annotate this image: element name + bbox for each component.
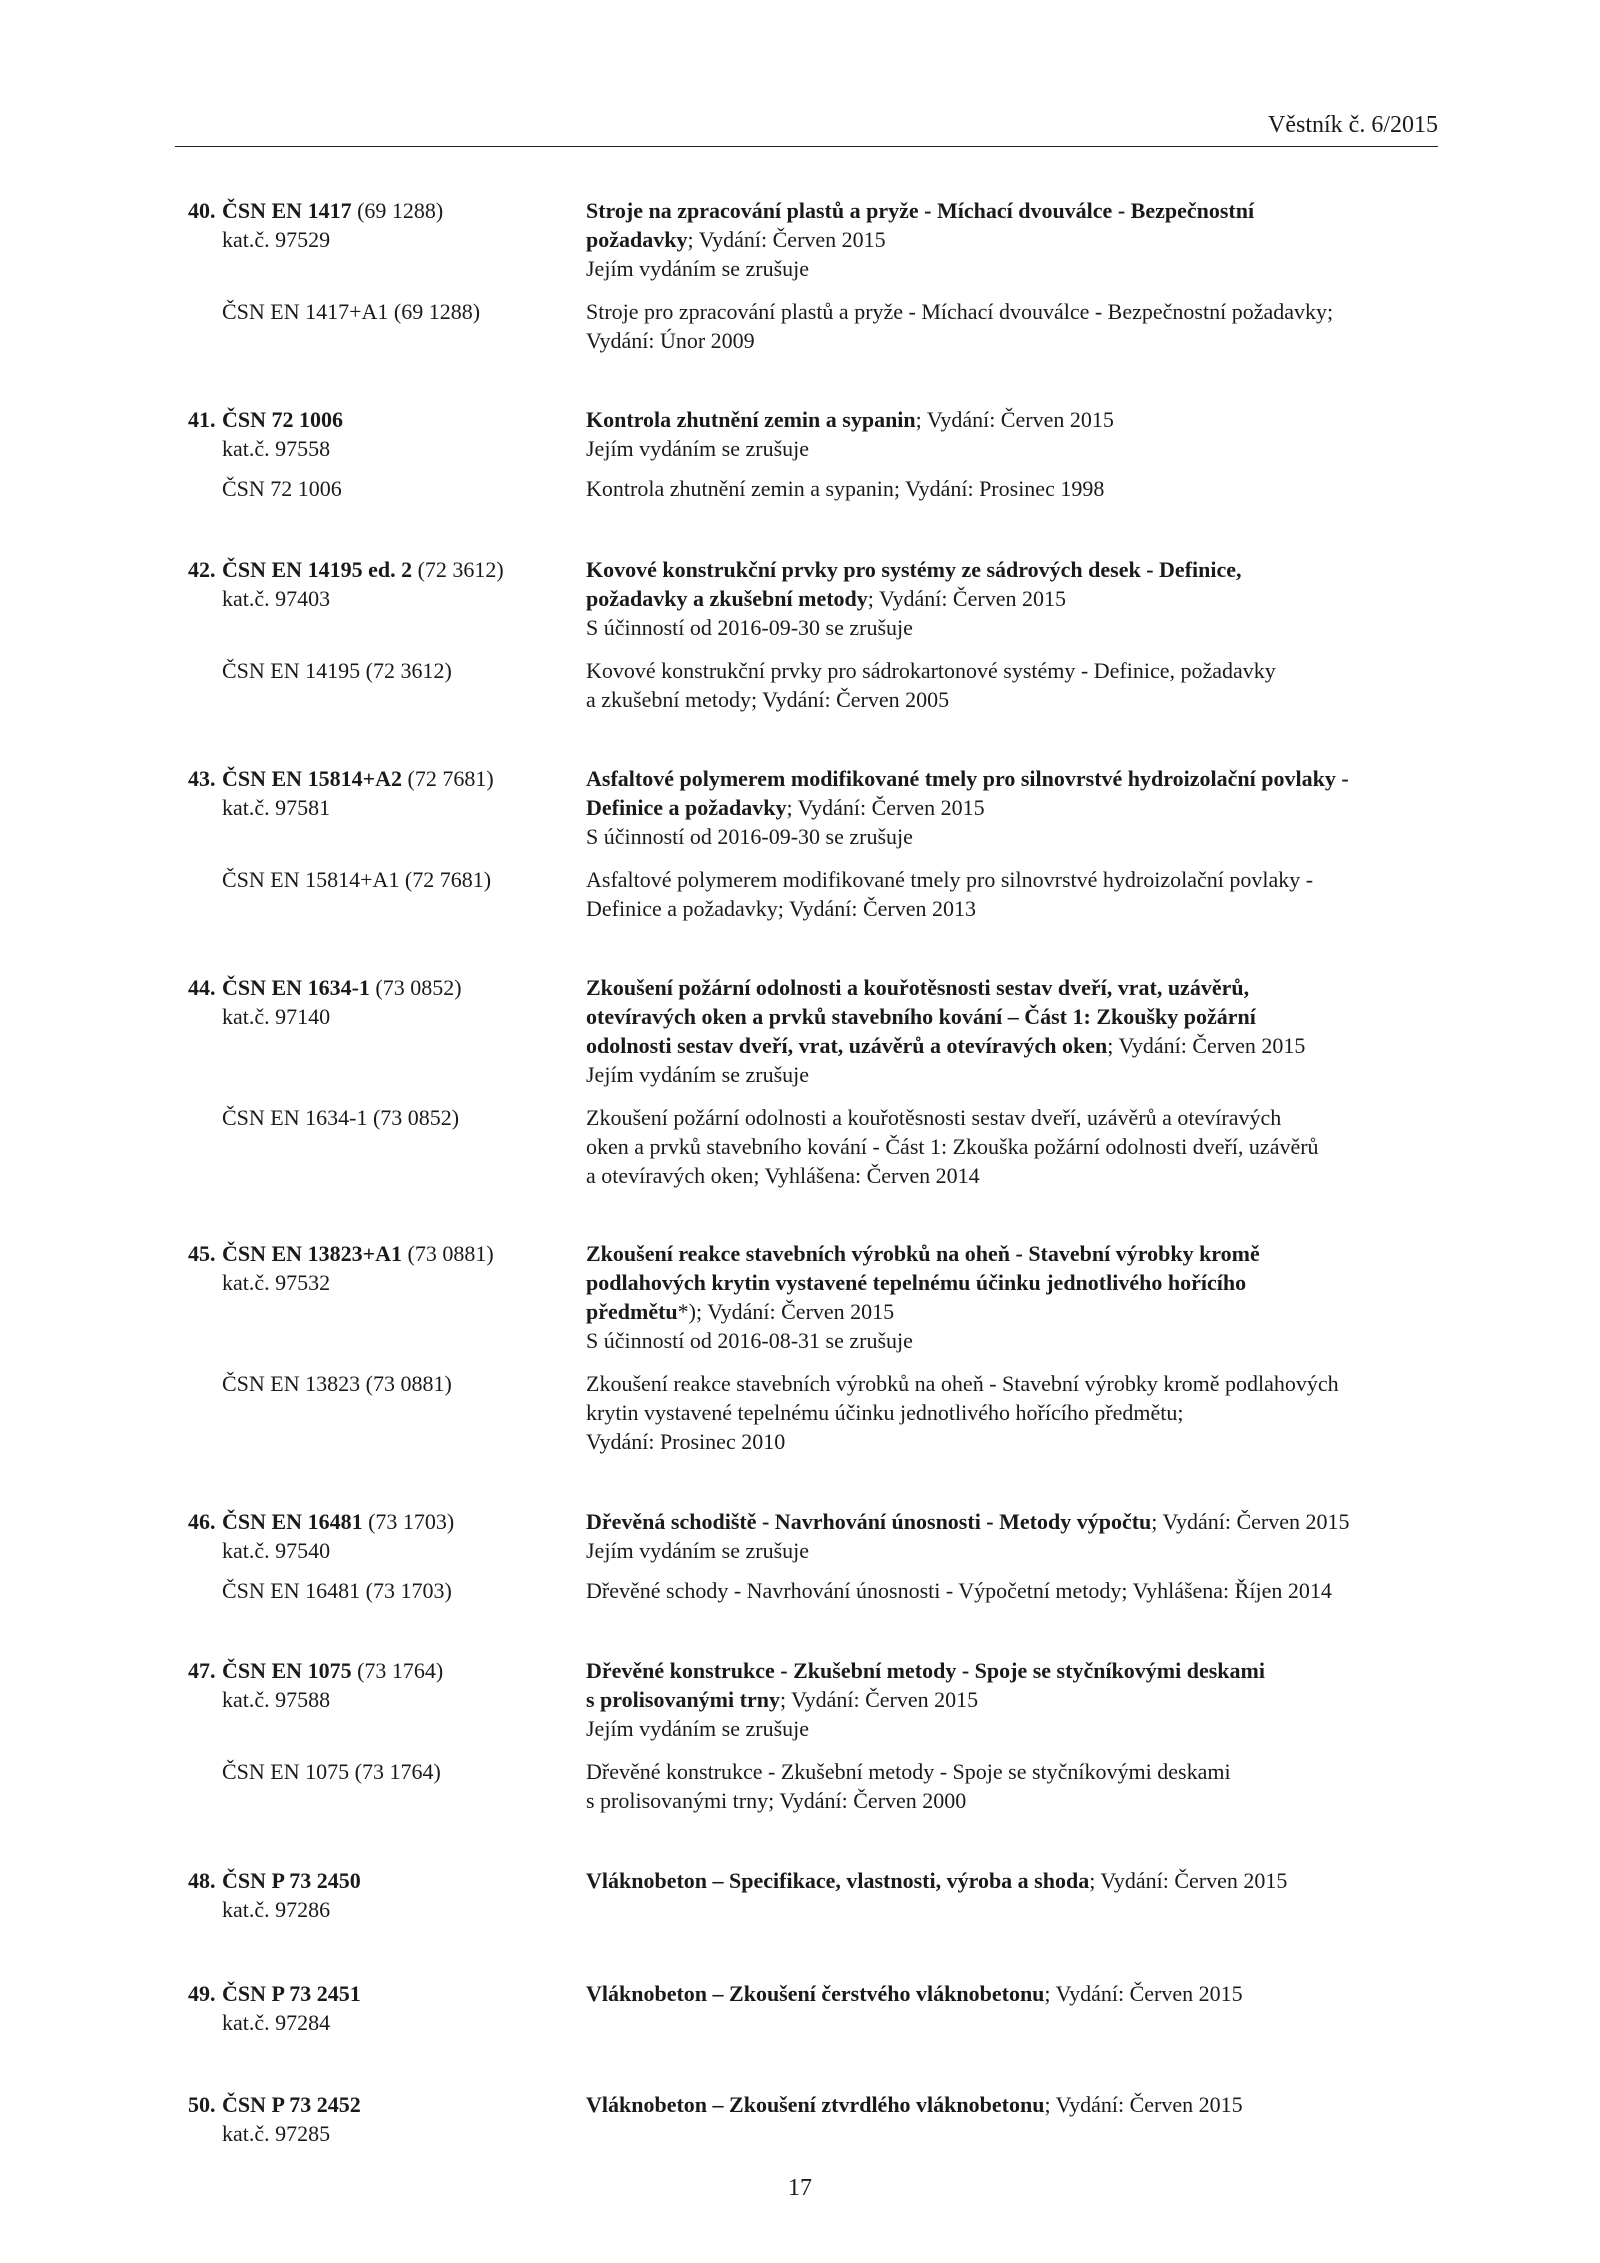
replaced-title-line: Vydání: Prosinec 2010 — [586, 1429, 786, 1454]
title-line: podlahových krytin vystavené tepelnému účinku jednotlivého hořícího — [586, 1270, 1247, 1295]
standard-title — [586, 1979, 1446, 2008]
catalog-number: kat.č. 97140 — [222, 1004, 331, 1029]
standard-title — [586, 973, 1446, 1089]
replacement-note: Jejím vydáním se zrušuje — [586, 1062, 810, 1087]
title-line: Zkoušení reakce stavebních výrobků na oheň - Stavební výrobky kromě — [586, 1241, 1260, 1266]
replacement-note: Jejím vydáním se zrušuje — [586, 1716, 810, 1741]
replacement-note: Jejím vydáním se zrušuje — [586, 436, 810, 461]
replaced-title-line: Kovové konstrukční prvky pro sádrokartonové systémy - Definice, požadavky — [586, 658, 1276, 683]
replaced-title-line: Dřevěné konstrukce - Zkušební metody - Spoje se styčníkovými deskami — [586, 1759, 1231, 1784]
class-code: (69 1288) — [351, 198, 444, 223]
title-line: Definice a požadavky — [586, 795, 787, 820]
issue-date: ; Vydání: Červen 2015 — [1151, 1509, 1350, 1534]
entry-number: 47. — [188, 1658, 216, 1683]
title-line: požadavky a zkušební metody — [586, 586, 868, 611]
standard-title — [586, 1656, 1446, 1743]
entry-number: 42. — [188, 557, 216, 582]
class-code: (72 7681) — [402, 766, 494, 791]
replaced-title-line: Zkoušení požární odolnosti a kouřotěsnosti sestav dveří, uzávěrů a otevíravých — [586, 1105, 1282, 1130]
standard-title — [586, 2090, 1446, 2119]
replaced-title-line: a zkušební metody; Vydání: Červen 2005 — [586, 687, 950, 712]
issue-date: ; Vydání: Červen 2015 — [915, 407, 1114, 432]
catalog-number: kat.č. 97558 — [222, 436, 331, 461]
replaced-title-line: Asfaltové polymerem modifikované tmely pro silnovrstvé hydroizolační povlaky - — [586, 867, 1314, 892]
replaced-title-line: krytin vystavené tepelnému účinku jednotlivého hořícího předmětu; — [586, 1400, 1184, 1425]
standard-code: ČSN P 73 2452 — [222, 2092, 361, 2117]
class-code: (73 1703) — [362, 1509, 455, 1534]
replaced-title-line: a otevíravých oken; Vyhlášena: Červen 2014 — [586, 1163, 980, 1188]
class-code: (73 0852) — [369, 975, 462, 1000]
title-line: Vláknobeton – Specifikace, vlastnosti, výroba a shoda — [586, 1868, 1090, 1893]
issue-date: ; Vydání: Červen 2015 — [1089, 1868, 1288, 1893]
replaced-standard: ČSN EN 14195 (72 3612) — [222, 658, 452, 683]
standard-code: ČSN EN 1634-1 — [222, 975, 370, 1000]
title-line: Zkoušení požární odolnosti a kouřotěsnosti sestav dveří, vrat, uzávěrů, — [586, 975, 1250, 1000]
replaced-title-line: Kontrola zhutnění zemin a sypanin; Vydání: Prosinec 1998 — [586, 476, 1105, 501]
replaced-title — [586, 1103, 1446, 1190]
title-line: Vláknobeton – Zkoušení ztvrdlého vláknobetonu — [586, 2092, 1045, 2117]
replaced-standard: ČSN EN 1075 (73 1764) — [222, 1759, 441, 1784]
journal-title: Věstník č. 6/2015 — [1268, 112, 1438, 138]
standard-title — [586, 405, 1446, 463]
replacement-note: Jejím vydáním se zrušuje — [586, 256, 810, 281]
title-line: Vláknobeton – Zkoušení čerstvého vláknobetonu — [586, 1981, 1045, 2006]
catalog-number: kat.č. 97532 — [222, 1270, 331, 1295]
entry-number: 43. — [188, 766, 216, 791]
entry-number: 50. — [188, 2092, 216, 2117]
title-line: odolnosti sestav dveří, vrat, uzávěrů a otevíravých oken — [586, 1033, 1108, 1058]
issue-date: *); Vydání: Červen 2015 — [677, 1299, 895, 1324]
title-line: otevíravých oken a prvků stavebního kování – Část 1: Zkoušky požární — [586, 1004, 1256, 1029]
standard-code: ČSN 72 1006 — [222, 407, 344, 432]
replaced-title — [586, 297, 1446, 355]
replaced-standard: ČSN EN 15814+A1 (72 7681) — [222, 867, 492, 892]
catalog-number: kat.č. 97540 — [222, 1538, 331, 1563]
title-line: Asfaltové polymerem modifikované tmely pro silnovrstvé hydroizolační povlaky - — [586, 766, 1349, 791]
replaced-title-line: s prolisovanými trny; Vydání: Červen 2000 — [586, 1788, 967, 1813]
issue-date: ; Vydání: Červen 2015 — [786, 795, 985, 820]
replaced-title-line: Zkoušení reakce stavebních výrobků na oheň - Stavební výrobky kromě podlahových — [586, 1371, 1339, 1396]
class-code: (72 3612) — [412, 557, 504, 582]
entry-number: 44. — [188, 975, 216, 1000]
standard-code: ČSN EN 14195 ed. 2 — [222, 557, 413, 582]
standard-code: ČSN P 73 2451 — [222, 1981, 361, 2006]
standard-code: ČSN P 73 2450 — [222, 1868, 361, 1893]
replaced-title-line: Stroje pro zpracování plastů a pryže - Míchací dvouválce - Bezpečnostní požadavky; — [586, 299, 1334, 324]
page-header — [175, 112, 1438, 147]
replaced-title — [586, 1369, 1446, 1456]
title-line: s prolisovanými trny — [586, 1687, 780, 1712]
catalog-number: kat.č. 97284 — [222, 2010, 331, 2035]
catalog-number: kat.č. 97403 — [222, 586, 331, 611]
replaced-standard: ČSN EN 1417+A1 (69 1288) — [222, 299, 481, 324]
standard-title — [586, 555, 1446, 642]
class-code: (73 1764) — [351, 1658, 444, 1683]
replaced-standard: ČSN EN 1634-1 (73 0852) — [222, 1105, 460, 1130]
catalog-number: kat.č. 97285 — [222, 2121, 331, 2146]
standard-code: ČSN EN 15814+A2 — [222, 766, 402, 791]
entry-number: 49. — [188, 1981, 216, 2006]
replaced-standard: ČSN 72 1006 — [222, 476, 342, 501]
replaced-title — [586, 656, 1446, 714]
catalog-number: kat.č. 97529 — [222, 227, 331, 252]
standard-code: ČSN EN 13823+A1 — [222, 1241, 402, 1266]
standard-code: ČSN EN 16481 — [222, 1509, 363, 1534]
replaced-title-line: Definice a požadavky; Vydání: Červen 2013 — [586, 896, 976, 921]
replacement-note: Jejím vydáním se zrušuje — [586, 1538, 810, 1563]
catalog-number: kat.č. 97286 — [222, 1897, 331, 1922]
entry-number: 48. — [188, 1868, 216, 1893]
issue-date: ; Vydání: Červen 2015 — [1044, 1981, 1243, 2006]
title-line: Stroje na zpracování plastů a pryže - Míchací dvouválce - Bezpečnostní — [586, 198, 1255, 223]
replaced-title — [586, 865, 1446, 923]
entry-number: 45. — [188, 1241, 216, 1266]
replaced-title — [586, 1757, 1446, 1815]
standard-id — [188, 196, 578, 225]
replaced-standard: ČSN EN 16481 (73 1703) — [222, 1578, 452, 1603]
page-number: 17 — [788, 2175, 812, 2201]
entry-number: 41. — [188, 407, 216, 432]
standard-code: ČSN EN 1075 — [222, 1658, 352, 1683]
entry-number: 40. — [188, 198, 216, 223]
standard-title — [586, 1866, 1446, 1895]
replacement-note: S účinností od 2016-08-31 se zrušuje — [586, 1328, 913, 1353]
title-line: Kontrola zhutnění zemin a sypanin — [586, 407, 916, 432]
replaced-title-line: oken a prvků stavebního kování - Část 1: Zkouška požární odolnosti dveří, uzávěrů — [586, 1134, 1319, 1159]
issue-date: ; Vydání: Červen 2015 — [687, 227, 886, 252]
catalog-number: kat.č. 97581 — [222, 795, 331, 820]
replacement-note: S účinností od 2016-09-30 se zrušuje — [586, 824, 913, 849]
title-line: požadavky — [586, 227, 688, 252]
class-code: (73 0881) — [402, 1241, 494, 1266]
title-line: Dřevěná schodiště - Navrhování únosnosti - Metody výpočtu — [586, 1509, 1152, 1534]
title-line: Dřevěné konstrukce - Zkušební metody - Spoje se styčníkovými deskami — [586, 1658, 1265, 1683]
issue-date: ; Vydání: Červen 2015 — [779, 1687, 979, 1712]
issue-date: ; Vydání: Červen 2015 — [867, 586, 1066, 611]
replaced-title — [586, 474, 1446, 503]
issue-date: ; Vydání: Červen 2015 — [1044, 2092, 1243, 2117]
entry-number: 46. — [188, 1509, 216, 1534]
replaced-title-line: Dřevěné schody - Navrhování únosnosti - Výpočetní metody; Vyhlášena: Říjen 2014 — [586, 1578, 1332, 1603]
standard-title — [586, 1507, 1446, 1565]
replaced-title — [586, 1576, 1446, 1605]
replaced-standard: ČSN EN 13823 (73 0881) — [222, 1371, 452, 1396]
catalog-number: kat.č. 97588 — [222, 1687, 331, 1712]
replacement-note: S účinností od 2016-09-30 se zrušuje — [586, 615, 913, 640]
replaced-title-line: Vydání: Únor 2009 — [586, 328, 755, 353]
issue-date: ; Vydání: Červen 2015 — [1107, 1033, 1306, 1058]
standard-title — [586, 764, 1446, 851]
title-line: předmětu — [586, 1299, 678, 1324]
title-line: Kovové konstrukční prvky pro systémy ze sádrových desek - Definice, — [586, 557, 1242, 582]
standard-title — [586, 196, 1446, 283]
standard-code: ČSN EN 1417 — [222, 198, 352, 223]
standard-title — [586, 1239, 1446, 1355]
